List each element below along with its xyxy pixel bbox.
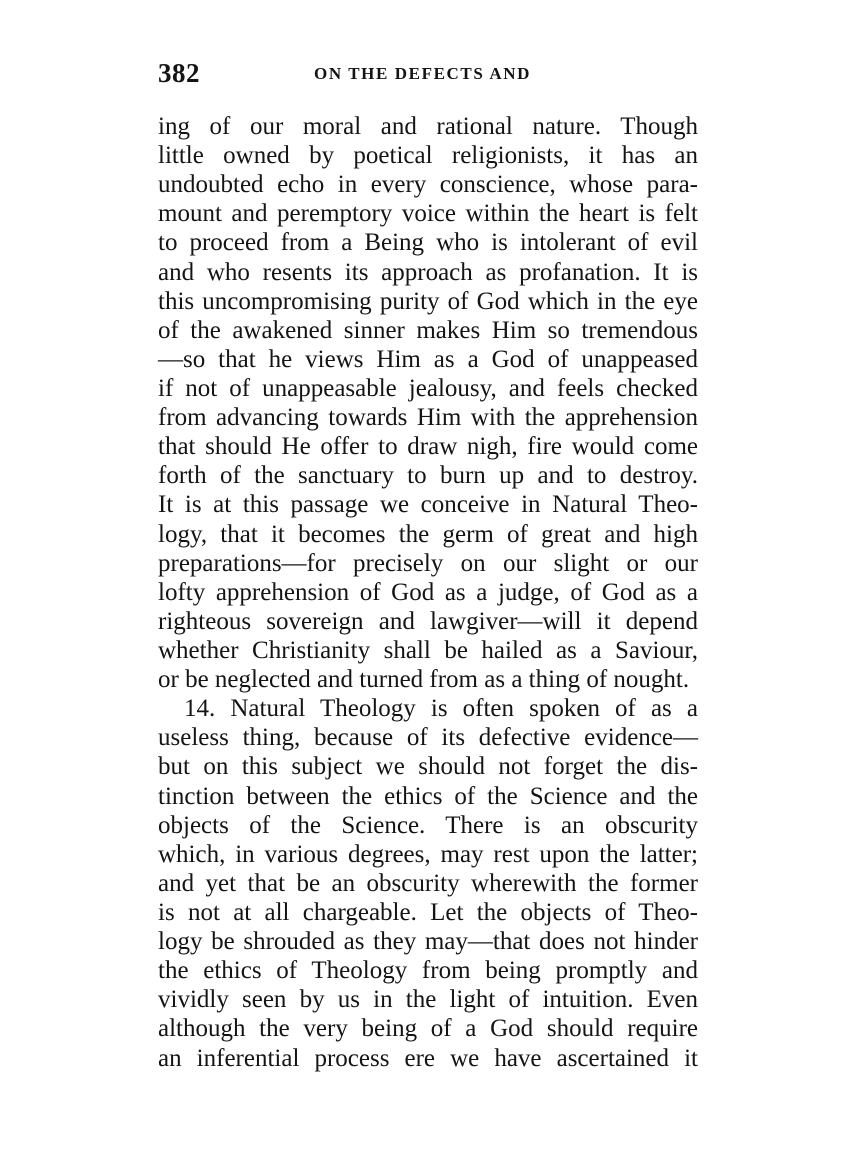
running-head bbox=[158, 58, 698, 92]
body-text bbox=[158, 112, 698, 1073]
text-line: ing of our moral and rational nature. Though bbox=[158, 113, 698, 140]
text-line: —so that he views Him as a God of unappeased bbox=[158, 345, 698, 373]
text-line: and yet that be an obscurity wherewith the former bbox=[158, 869, 698, 897]
text-line: whether Christianity shall be hailed as a Saviour, bbox=[158, 636, 698, 664]
text-line: righteous sovereign and lawgiver—will it depend bbox=[158, 607, 698, 635]
text-line: logy be shrouded as they may—that does not hinder bbox=[158, 928, 698, 956]
text-line: from advancing towards Him with the apprehension bbox=[158, 404, 698, 432]
text-line: this uncompromising purity of God which in the eye bbox=[158, 287, 698, 315]
text-line: vividly seen by us in the light of intuition. Even bbox=[158, 986, 698, 1014]
page-number: 382 bbox=[158, 58, 200, 88]
text-line: if not of unappeasable jealousy, and feels checked bbox=[158, 374, 698, 402]
text-line: logy, that it becomes the germ of great and high bbox=[158, 520, 698, 548]
text-line: preparations—for precisely on our slight or our bbox=[158, 549, 698, 577]
text-line: It is at this passage we conceive in Natural Theo- bbox=[158, 491, 698, 519]
text-line: little owned by poetical religionists, it has an bbox=[158, 142, 698, 170]
paragraph-end-line: or be neglected and turned from as a thing of nought. bbox=[158, 666, 690, 694]
text-line: undoubted echo in every conscience, whose para- bbox=[158, 171, 698, 199]
text-line: lofty apprehension of God as a judge, of God as a bbox=[158, 578, 698, 606]
text-line: of the awakened sinner makes Him so tremendous bbox=[158, 316, 698, 344]
text-line: but on this subject we should not forget the dis- bbox=[158, 753, 698, 781]
text-line: although the very being of a God should require bbox=[158, 1015, 698, 1043]
text-line: mount and peremptory voice within the heart is felt bbox=[158, 200, 698, 228]
text-line: objects of the Science. There is an obscurity bbox=[158, 811, 698, 839]
text-line: is not at all chargeable. Let the objects of Theo- bbox=[158, 898, 698, 926]
text-line: which, in various degrees, may rest upon the latter; bbox=[158, 840, 698, 868]
text-line: tinction between the ethics of the Science and the bbox=[158, 782, 698, 810]
text-line: an inferential process ere we have ascertained it bbox=[158, 1044, 698, 1072]
text-line: and who resents its approach as profanation. It is bbox=[158, 258, 698, 286]
text-line: forth of the sanctuary to burn up and to destroy. bbox=[158, 462, 698, 490]
text-line: the ethics of Theology from being promptly and bbox=[158, 957, 698, 985]
running-head-title: ON THE DEFECTS AND bbox=[314, 64, 531, 83]
paragraph-start-line: 14. Natural Theology is often spoken of as a bbox=[184, 695, 698, 723]
text-line: that should He offer to draw nigh, fire would come bbox=[158, 433, 698, 461]
text-line: useless thing, because of its defective evidence— bbox=[158, 724, 698, 752]
text-line: to proceed from a Being who is intolerant of evil bbox=[158, 229, 698, 257]
